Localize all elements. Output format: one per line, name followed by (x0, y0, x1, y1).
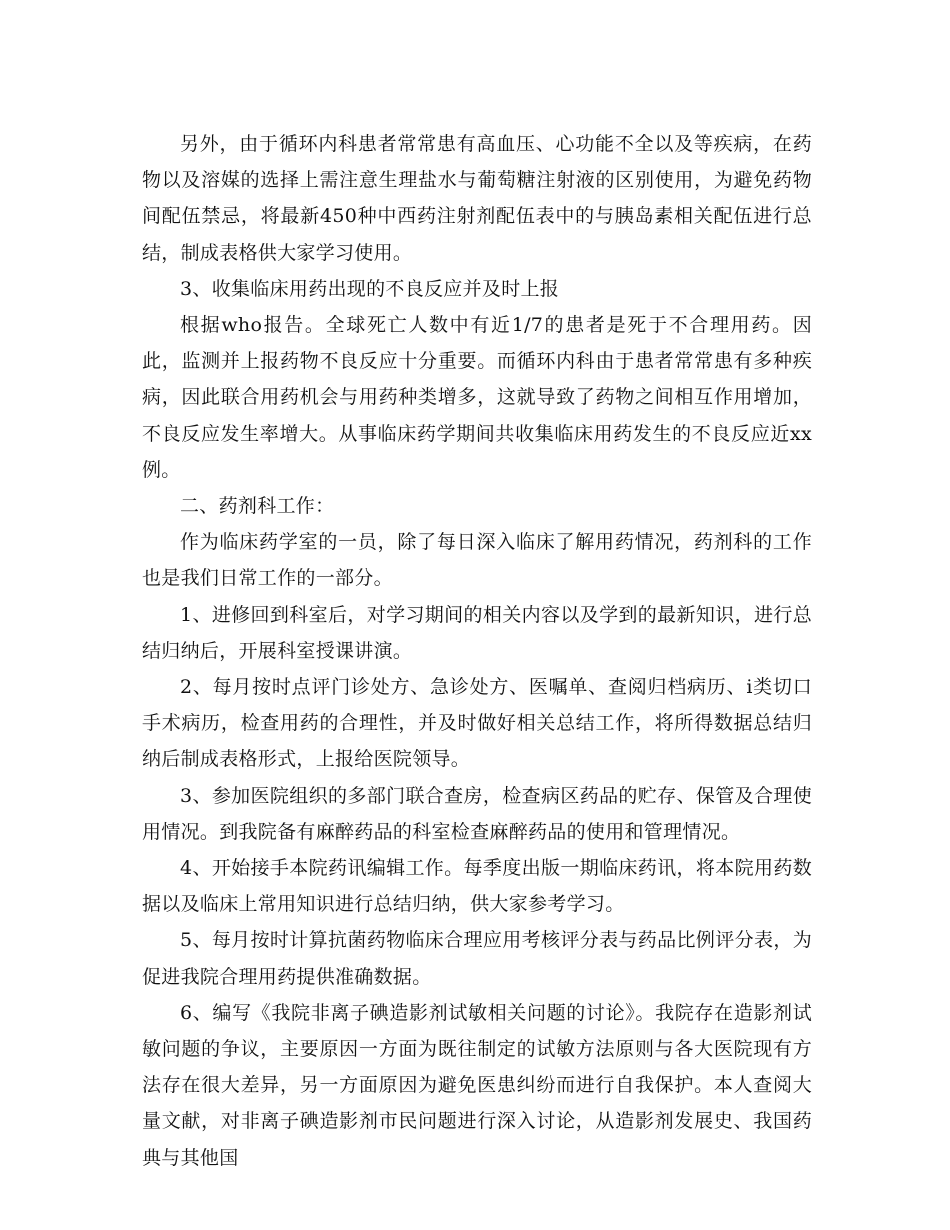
heading-pharmacy-work: 二、药剂科工作： (180, 495, 335, 518)
paragraph-pharmacy-intro: 作为临床药学室的一员，除了每日深入临床了解用药情况，药剂科的工作也是我们日常工作的一部分。 (142, 531, 812, 590)
list-item-3: 3、参加医院组织的多部门联合查房，检查病区药品的贮存、保管及合理使用情况。到我院备有麻醉药品的科室检查麻醉药品的使用和管理情况。 (142, 784, 812, 843)
list-item-6: 6、编写《我院非离子碘造影剂试敏相关问题的讨论》。我院存在造影剂试敏问题的争议，主要原因一方面为既往制定的试敏方法原则与各大医院现有方法存在很大差异，另一方面原因为避免医患纠纷而进行自我保护。本人查阅大量文献，对非离子碘造影剂市民问题进行深入讨论，从造影剂发展史、我国药典与其他国 (142, 1001, 812, 1169)
paragraph-who-report: 根据who报告。全球死亡人数中有近1/7的患者是死于不合理用药。因此，监测并上报药物不良反应十分重要。而循环内科由于患者常常患有多种疾病，因此联合用药机会与用药种类增多，这就导致了药物之间相互作用增加，不良反应发生率增大。从事临床药学期间共收集临床用药发生的不良反应近xx例。 (142, 314, 812, 481)
heading-adverse-reactions: 3、收集临床用药出现的不良反应并及时上报 (180, 277, 560, 300)
document-body (142, 126, 812, 1176)
list-item-5: 5、每月按时计算抗菌药物临床合理应用考核评分表与药品比例评分表，为促进我院合理用药提供准确数据。 (142, 929, 812, 988)
list-item-2: 2、每月按时点评门诊处方、急诊处方、医嘱单、查阅归档病历、ⅰ类切口手术病历，检查用药的合理性，并及时做好相关总结工作，将所得数据总结归纳后制成表格形式，上报给医院领导。 (142, 676, 812, 771)
list-item-1: 1、进修回到科室后，对学习期间的相关内容以及学到的最新知识，进行总结归纳后，开展科室授课讲演。 (142, 603, 812, 662)
list-item-4: 4、开始接手本院药讯编辑工作。每季度出版一期临床药讯，将本院用药数据以及临床上常用知识进行总结归纳，供大家参考学习。 (142, 857, 812, 916)
paragraph-compatibility: 另外，由于循环内科患者常常患有高血压、心功能不全以及等疾病，在药物以及溶媒的选择上需注意生理盐水与葡萄糖注射液的区别使用，为避免药物间配伍禁忌，将最新450种中西药注射剂配伍表中的与胰岛素相关配伍进行总结，制成表格供大家学习使用。 (142, 133, 812, 264)
